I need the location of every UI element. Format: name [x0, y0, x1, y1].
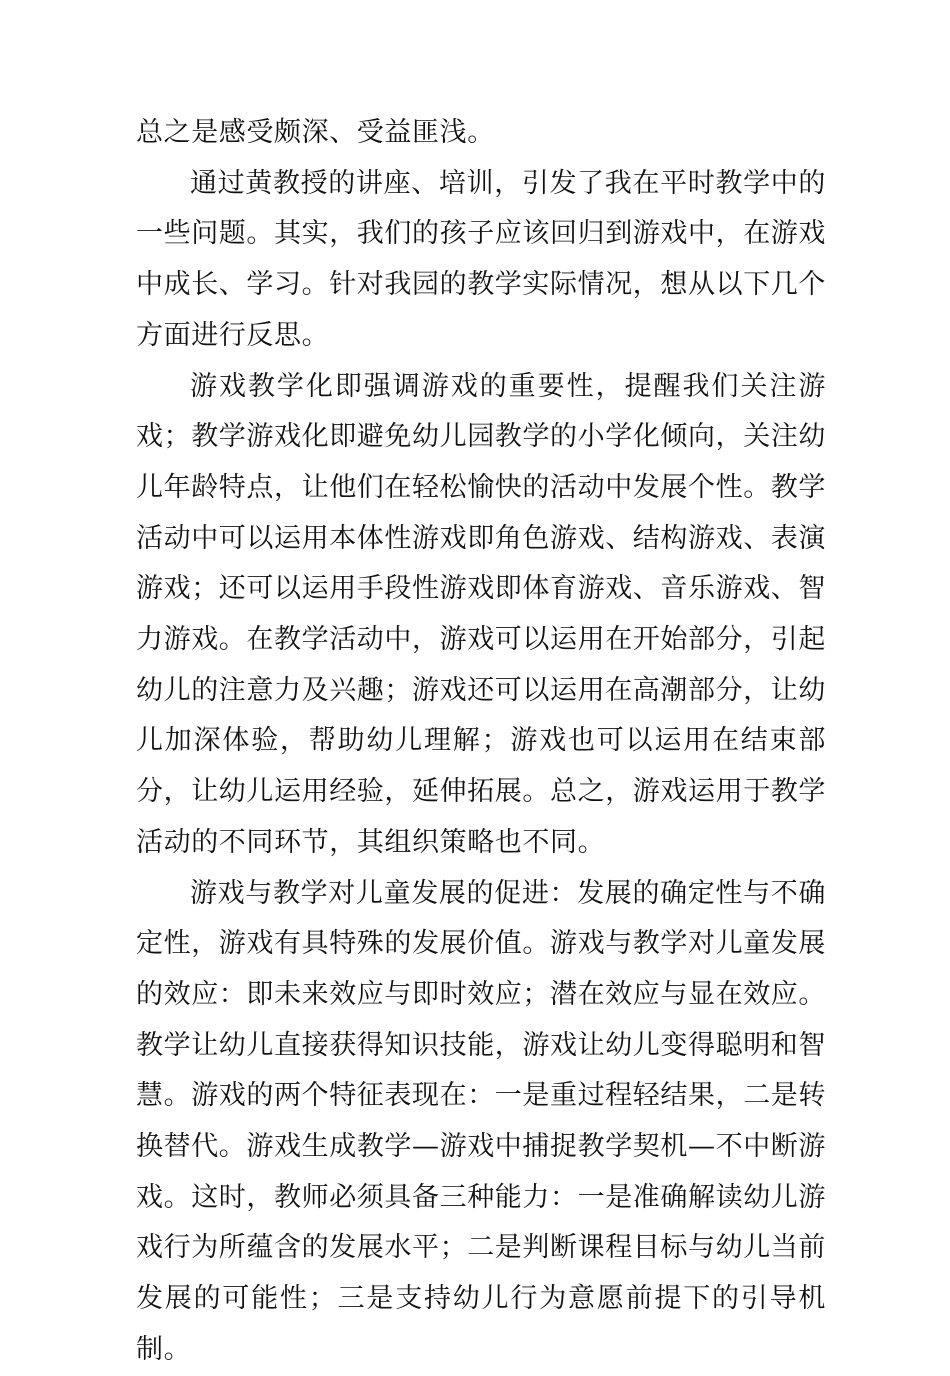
paragraph-continuation: 总之是感受颇深、受益匪浅。 — [136, 117, 495, 148]
paragraph-lecture-reflection: 通过黄教授的讲座、培训，引发了我在平时教学中的一些问题。其实，我们的孩子应该回归到游戏中，在游戏中成长、学习。针对我园的教学实际情况，想从以下几个方面进行反思。 — [136, 167, 826, 351]
document-body — [136, 108, 826, 1376]
paragraph-child-development: 游戏与教学对儿童发展的促进：发展的确定性与不确定性，游戏有具特殊的发展价值。游戏与教学对儿童发展的效应：即未来效应与即时效应；潜在效应与显在效应。教学让幼儿直接获得知识技能，游戏让幼儿变得聪明和智慧。游戏的两个特征表现在：一是重过程轻结果，二是转换替代。游戏生成教学—游戏中捕捉教学契机—不中断游戏。这时，教师必须具备三种能力：一是准确解读幼儿游戏行为所蕴含的发展水平；二是判断课程目标与幼儿当前发展的可能性；三是支持幼儿行为意愿前提下的引导机制。 — [136, 877, 826, 1365]
paragraph-game-teaching: 游戏教学化即强调游戏的重要性，提醒我们关注游戏；教学游戏化即避免幼儿园教学的小学化倾向，关注幼儿年龄特点，让他们在轻松愉快的活动中发展个性。教学活动中可以运用本体性游戏即角色游戏、结构游戏、表演游戏；还可以运用手段性游戏即体育游戏、音乐游戏、智力游戏。在教学活动中，游戏可以运用在开始部分，引起幼儿的注意力及兴趣；游戏还可以运用在高潮部分，让幼儿加深体验，帮助幼儿理解；游戏也可以运用在结束部分，让幼儿运用经验，延伸拓展。总之，游戏运用于教学活动的不同环节，其组织策略也不同。 — [136, 370, 826, 858]
